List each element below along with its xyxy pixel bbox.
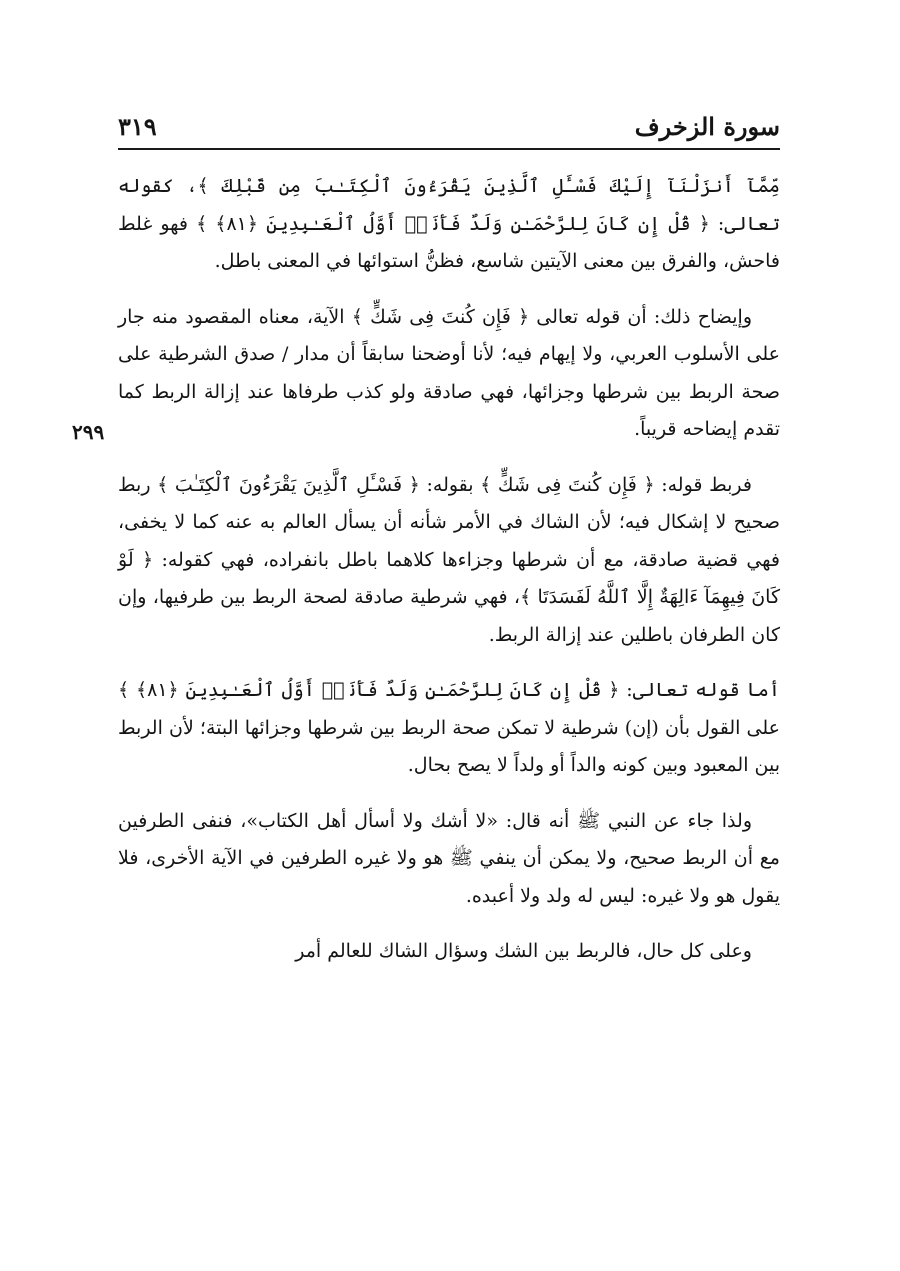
paragraph: ولذا جاء عن النبي ﷺ أنه قال: «لا أشك ولا أسأل أهل الكتاب»، فنفى الطرفين مع أن الربط صحيح، ولا يمكن أن ينفي ﷺ هو ولا غيره الطرفين في الآية الأخرى، فلا يقول هو ولا غيره: ليس له ولد ولا أعبده. <box>118 809 780 907</box>
page-header <box>118 112 780 148</box>
page-number: ٣١٩ <box>118 112 157 141</box>
surah-title: سورة الزخرف <box>634 112 780 141</box>
paragraph: وعلى كل حال، فالربط بين الشك وسؤال الشاك للعالم أمر <box>295 940 752 962</box>
paragraph: أما قوله تعالى: ﴿ قُلْ إِن كَانَ لِلرَّحْمَـٰنِ وَلَدٌ فَأَنَا۠ أَوَّلُ ٱلْعَـٰبِدِينَ ﴿٨١﴾ ﴾ على القول بأن (إن) شرطية لا تمكن صحة الربط بين شرطها وجزائها البتة؛ لأن الربط بين المعبود وبين كونه والداً أو ولداً لا يصح بحال. <box>118 679 780 776</box>
paragraph: فربط قوله: ﴿ فَإِن كُنتَ فِى شَكٍّ ﴾ بقوله: ﴿ فَسْـَٔلِ ٱلَّذِينَ يَقْرَءُونَ ٱلْكِتَـٰبَ ﴾ ربط صحيح لا إشكال فيه؛ لأن الشاك في الأمر شأنه أن يسأل العالم به عنه كما لا يخفى، فهي قضية صادقة، مع أن شرطها وجزاءها كلاهما باطل بانفراده، فهي كقوله: ﴿ لَوْ كَانَ فِيهِمَآ ءَالِهَةٌ إِلَّا ٱللَّهُ لَفَسَدَتَا ﴾، فهي شرطية صادقة لصحة الربط بين طرفيها، وإن كان الطرفان باطلين عند إزالة الربط. <box>118 473 780 646</box>
header-divider <box>118 148 780 150</box>
paragraph: وإيضاح ذلك: أن قوله تعالى ﴿ فَإِن كُنتَ فِى شَكٍّ ﴾ الآية، معناه المقصود منه جار على الأسلوب العربي، ولا إيهام فيه؛ لأنا أوضحنا سابقاً أن مدار / صدق الشرطية على صحة الربط بين شرطها وجزائها، فهي صادقة ولو كذب طرفاها عند إزالة الربط كما تقدم إيضاحه قريباً. <box>118 305 780 440</box>
paragraph: مِّمَّآ أَنزَلْنَآ إِلَيْكَ فَسْـَٔلِ ٱلَّذِينَ يَقْرَءُونَ ٱلْكِتَـٰبَ مِن قَبْلِكَ ﴾، كقوله تعالى: ﴿ قُلْ إِن كَانَ لِلرَّحْمَـٰنِ وَلَدٌ فَأَنَا۠ أَوَّلُ ٱلْعَـٰبِدِينَ ﴿٨١﴾ ﴾ فهو غلط فاحش، والفرق بين معنى الآيتين شاسع، فظنُّ استوائها في المعنى باطل. <box>118 175 780 272</box>
page-body <box>118 168 780 989</box>
original-page-marker: ٢٩٩ <box>72 420 105 444</box>
